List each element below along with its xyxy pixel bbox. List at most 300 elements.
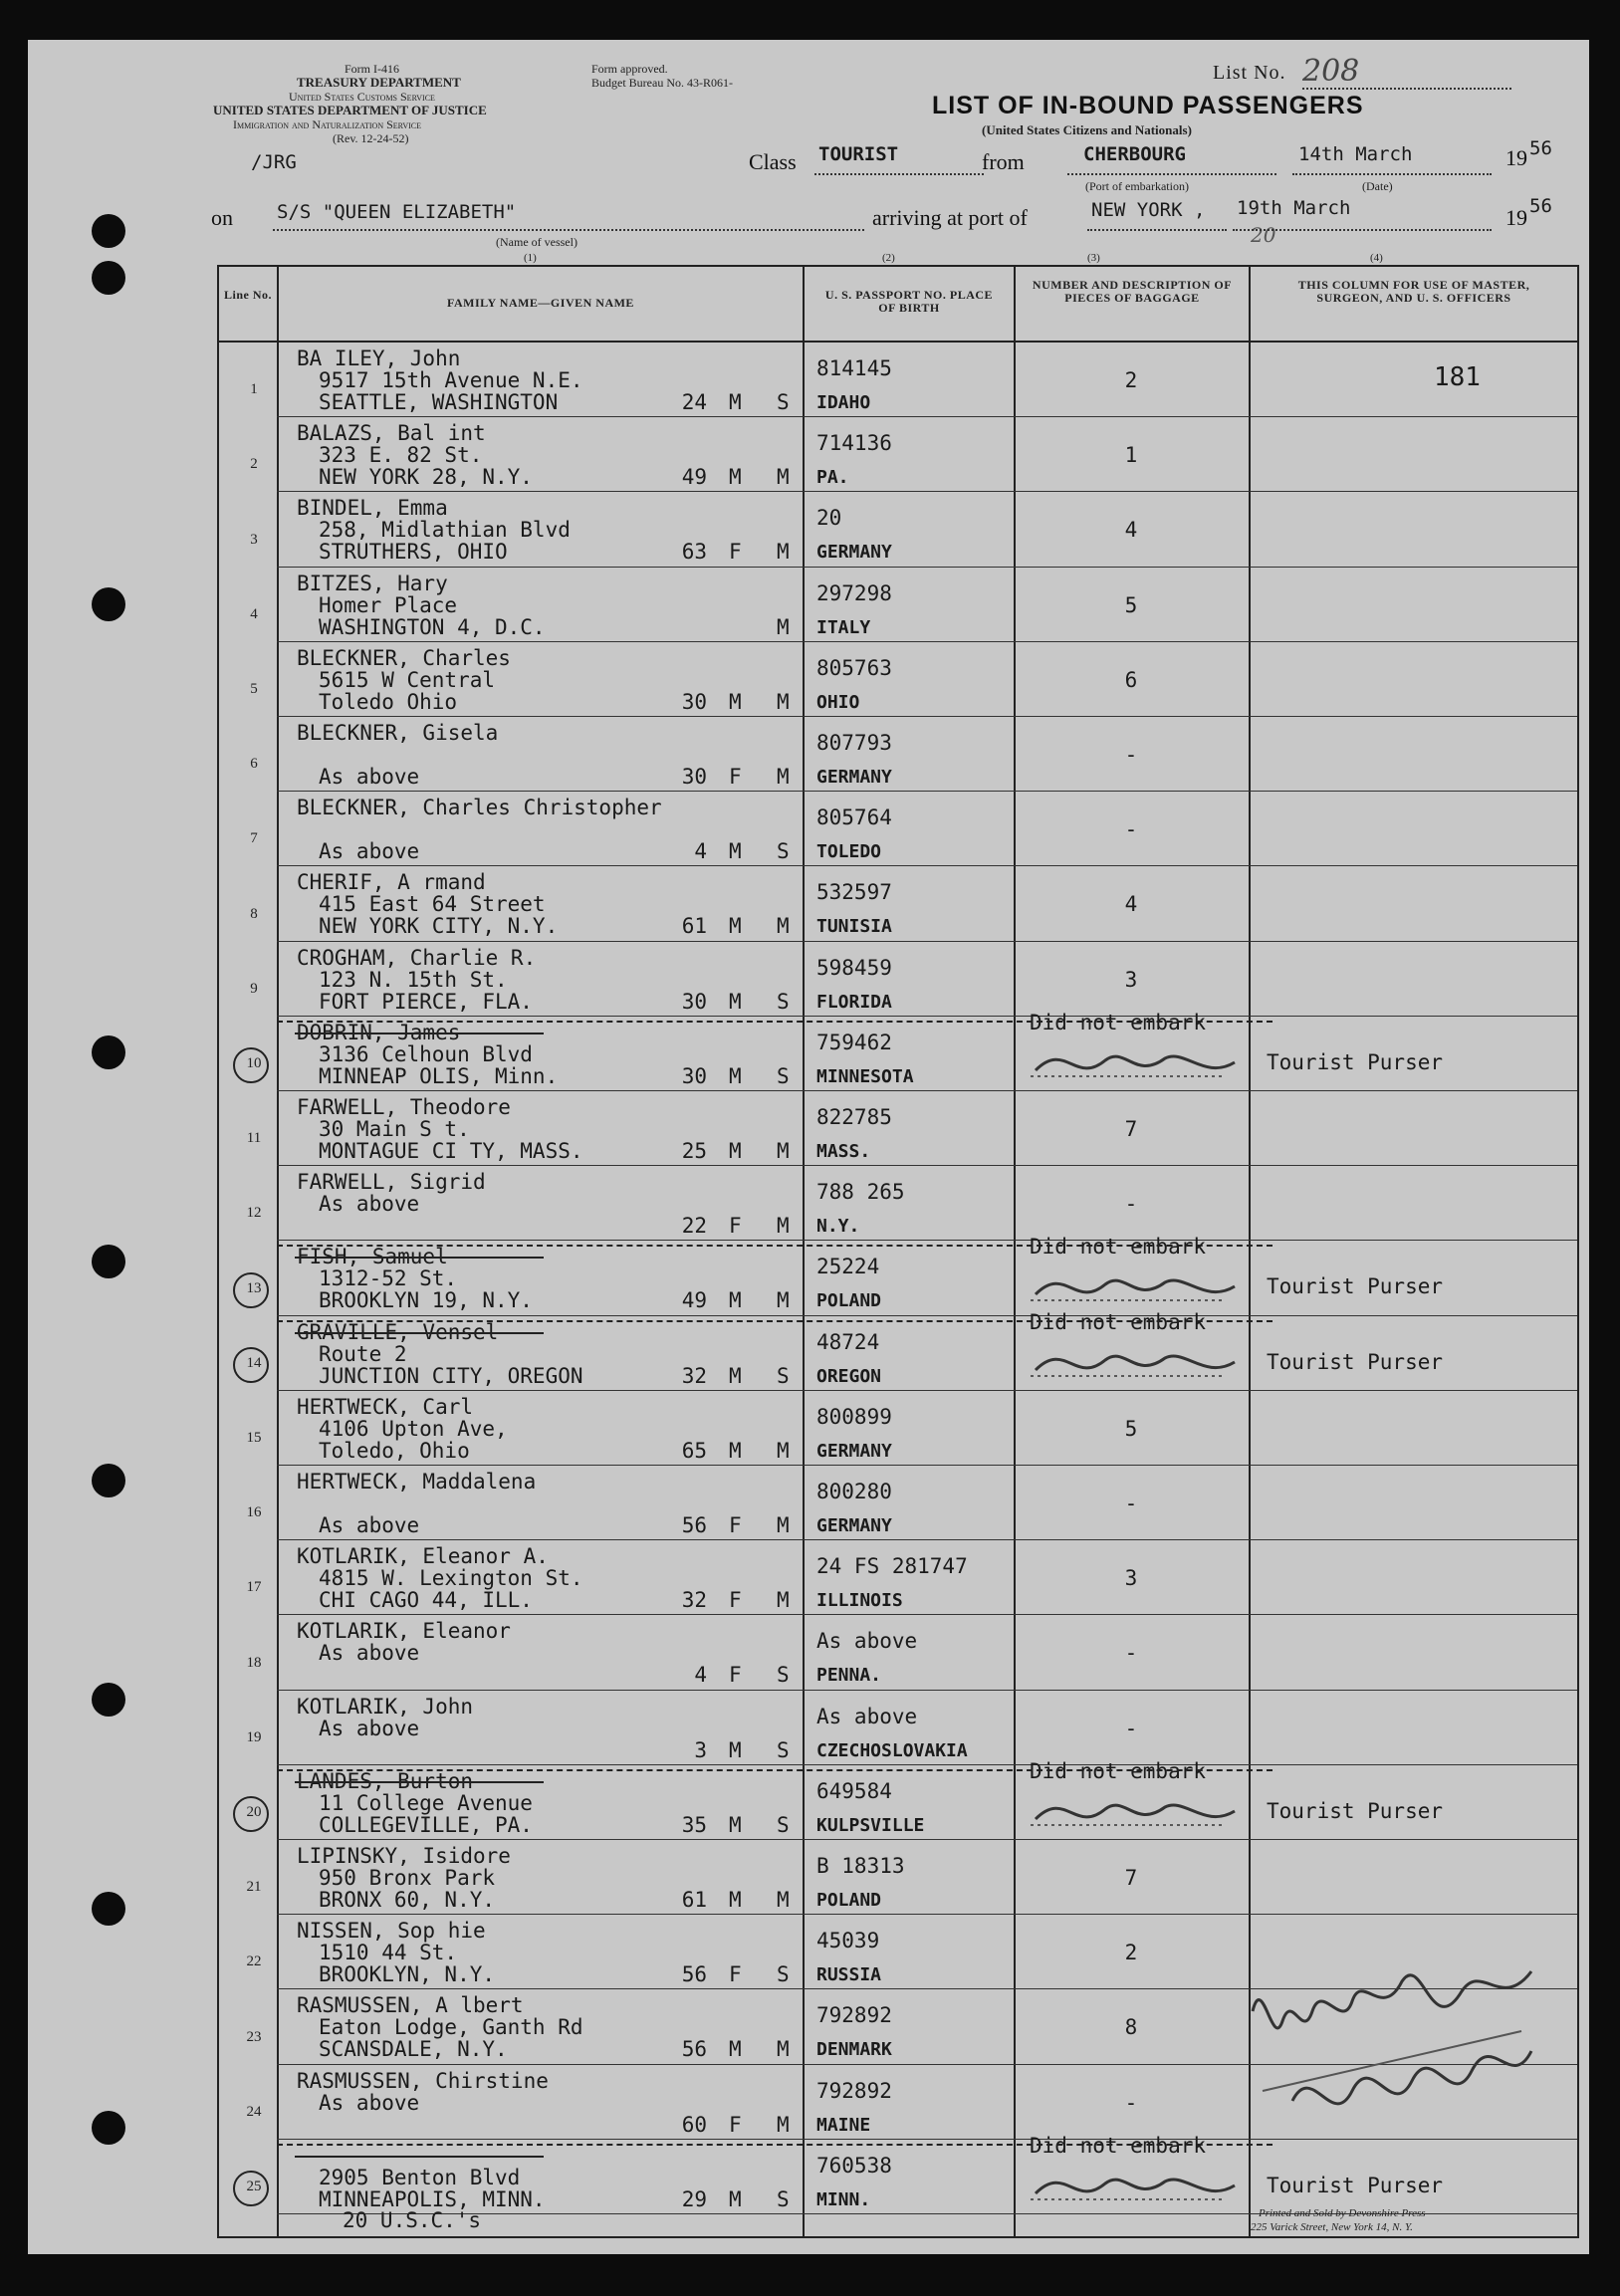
address-line-1: 123 N. 15th St.: [319, 967, 508, 992]
embark-note: Did not embark: [1030, 1235, 1207, 1260]
address-line-2: CHI CAGO 44, ILL.: [319, 1588, 533, 1613]
passenger-name: HERTWECK, Maddalena: [297, 1470, 537, 1493]
passenger-name: KOTLARIK, John: [297, 1694, 474, 1719]
place-of-birth: ILLINOIS: [816, 1590, 903, 1612]
place-of-birth: KULPSVILLE: [816, 1814, 925, 1836]
age: 61: [681, 914, 707, 939]
line-number: 15: [246, 1429, 262, 1446]
table-row: [219, 568, 1577, 642]
address-line-1: 9517 15th Avenue N.E.: [319, 368, 583, 392]
year-value: 56: [1529, 137, 1552, 159]
place-of-birth: MINNESOTA: [816, 1065, 914, 1087]
place-of-birth: N.Y.: [816, 1216, 860, 1238]
passenger-name: KOTLARIK, Eleanor A.: [297, 1544, 549, 1569]
from-label: from: [982, 149, 1025, 174]
embark-note: Did not embark: [1030, 1758, 1207, 1783]
name-strikethrough: [295, 1033, 544, 1034]
sex: M: [729, 1288, 742, 1313]
age: 32: [681, 1588, 707, 1613]
place-of-birth: OHIO: [816, 691, 860, 713]
purser-signature: [1026, 2164, 1245, 2213]
marital-status: M: [777, 1214, 790, 1239]
sex: M: [729, 465, 742, 490]
marital-status: S: [777, 1363, 790, 1388]
age: 35: [681, 1812, 707, 1837]
line-number: 3: [250, 531, 258, 548]
passport-number: 24 FS 281747: [816, 1554, 968, 1579]
col-num-2: (2): [882, 252, 895, 264]
address-line-2: Toledo, Ohio: [319, 1438, 470, 1463]
passport-number: 45039: [816, 1929, 880, 1953]
age: 25: [681, 1139, 707, 1163]
place-of-birth: TUNISIA: [816, 916, 892, 938]
port-embark-caption: (Port of embarkation): [1085, 179, 1189, 193]
address-line-1: 4815 W. Lexington St.: [319, 1566, 583, 1591]
form-number: Form I-416: [345, 62, 399, 76]
place-of-birth: OREGON: [816, 1365, 882, 1387]
line-number: 8: [250, 905, 258, 922]
table-row: [219, 417, 1577, 492]
binder-hole: [92, 587, 125, 621]
date-caption: (Date): [1362, 179, 1393, 193]
address-line-2: WASHINGTON 4, D.C.: [319, 614, 546, 639]
marital-status: M: [777, 1139, 790, 1163]
passport-number: 714136: [816, 431, 892, 456]
line-number: 25: [246, 2178, 262, 2194]
address-line-1: Eaton Lodge, Ganth Rd: [319, 2015, 583, 2040]
passport-number: 759462: [816, 1030, 892, 1054]
embark-note: Did not embark: [1030, 2133, 1207, 2158]
binder-hole: [92, 1464, 125, 1497]
address-line-2: As above: [319, 765, 420, 789]
place-of-birth: POLAND: [816, 1890, 882, 1911]
place-of-birth: DENMARK: [816, 2039, 892, 2061]
age: 22: [681, 1214, 707, 1239]
marital-status: M: [777, 465, 790, 490]
place-of-birth: MASS.: [816, 1141, 871, 1162]
purser-signature: [1026, 1264, 1245, 1314]
table-row: [219, 717, 1577, 792]
marital-status: M: [777, 1588, 790, 1613]
marital-status: S: [777, 989, 790, 1014]
address-line-1: As above: [319, 1192, 420, 1217]
age: 56: [681, 1962, 707, 1987]
marital-status: M: [777, 689, 790, 714]
marital-status: M: [777, 1438, 790, 1463]
page-subtitle: (United States Citizens and Nationals): [982, 122, 1192, 137]
place-of-birth: MAINE: [816, 2114, 871, 2136]
sex: M: [729, 1438, 742, 1463]
passenger-name: NISSEN, Sop hie: [297, 1919, 486, 1944]
line-number: 23: [246, 2028, 262, 2045]
sex: F: [729, 1588, 742, 1613]
table-row: [219, 1391, 1577, 1466]
baggage-count: -: [1124, 743, 1138, 767]
address-line-2: Toledo Ohio: [319, 689, 458, 714]
place-of-birth: MINN.: [816, 2188, 871, 2210]
place-of-birth: GERMANY: [816, 542, 892, 564]
age: 56: [681, 1513, 707, 1537]
place-of-birth: PA.: [816, 467, 849, 489]
passport-number: 760538: [816, 2153, 892, 2178]
arrival-port: NEW YORK ,: [1091, 199, 1206, 221]
sex: M: [729, 1812, 742, 1837]
passport-number: 598459: [816, 955, 892, 980]
initials: /JRG: [251, 151, 297, 173]
passenger-name: LANDES, Burton: [297, 1768, 474, 1793]
place-of-birth: GERMANY: [816, 767, 892, 788]
passenger-name: BLECKNER, Gisela: [297, 721, 499, 745]
cancel-dashed-line: [277, 1769, 1273, 1771]
marital-status: M: [777, 2112, 790, 2137]
purser-signature: [1026, 1340, 1245, 1390]
name-strikethrough: [295, 1781, 544, 1783]
sex: M: [729, 1363, 742, 1388]
baggage-count: 4: [1124, 518, 1138, 543]
purser-signature: [1026, 1040, 1245, 1090]
cancel-dashed-line: [277, 1320, 1273, 1322]
address-line-2: MINNEAPOLIS, MINN.: [319, 2186, 546, 2211]
marital-status: M: [777, 1513, 790, 1537]
passenger-name: BLECKNER, Charles: [297, 645, 511, 670]
passport-number: 532597: [816, 880, 892, 905]
place-of-birth: POLAND: [816, 1290, 882, 1312]
passenger-name: HERTWECK, Carl: [297, 1394, 474, 1419]
address-line-2: MONTAGUE CI TY, MASS.: [319, 1139, 583, 1163]
address-line-2: SCANSDALE, N.Y.: [319, 2037, 508, 2062]
age: 63: [681, 540, 707, 565]
place-of-birth: FLORIDA: [816, 991, 892, 1013]
line-number: 4: [250, 605, 258, 622]
form-approved: Form approved.: [591, 62, 668, 76]
sex: M: [729, 839, 742, 864]
line-number: 19: [246, 1728, 262, 1745]
address-line-1: 1510 44 St.: [319, 1941, 458, 1965]
passport-number: 800280: [816, 1480, 892, 1503]
passenger-name: LIPINSKY, Isidore: [297, 1844, 511, 1868]
age: 4: [694, 1663, 707, 1688]
table-row: [219, 1010, 1577, 1091]
sex: M: [729, 1063, 742, 1088]
binder-hole: [92, 261, 125, 295]
line-number: 7: [250, 830, 258, 847]
address-line-2: As above: [319, 839, 420, 864]
officer-note: Tourist Purser: [1267, 1349, 1444, 1374]
class-value: TOURIST: [818, 143, 899, 165]
marital-status: S: [777, 2186, 790, 2211]
name-strikethrough: [295, 2156, 544, 2158]
list-no-label: List No.: [1213, 62, 1286, 84]
officer-note: Tourist Purser: [1267, 2173, 1444, 2197]
arriving-label: arriving at port of: [872, 205, 1028, 230]
line-number: 1: [250, 381, 258, 398]
baggage-count: 7: [1124, 1866, 1138, 1890]
class-label: Class: [749, 149, 797, 174]
address-line-1: 11 College Avenue: [319, 1790, 533, 1815]
year-prefix: 19: [1505, 145, 1527, 170]
header-baggage: NUMBER AND DESCRIPTION OF PIECES OF BAGGAGE: [1032, 278, 1233, 305]
address-line-1: 30 Main S t.: [319, 1117, 470, 1141]
table-row: [219, 792, 1577, 866]
page-title: LIST OF IN-BOUND PASSENGERS: [932, 92, 1364, 119]
baggage-count: -: [1124, 1716, 1138, 1740]
list-no-value: 208: [1302, 54, 1360, 89]
marital-status: S: [777, 1063, 790, 1088]
arrival-year: 56: [1529, 195, 1552, 217]
address-line-1: 258, Midlathian Blvd: [319, 518, 571, 543]
baggage-count: 3: [1124, 967, 1138, 992]
age: 30: [681, 765, 707, 789]
address-line-2: SEATTLE, WASHINGTON: [319, 390, 559, 414]
passport-number: 297298: [816, 580, 892, 605]
passport-number: 20: [816, 506, 842, 531]
baggage-count: 6: [1124, 667, 1138, 692]
place-of-birth: ITALY: [816, 616, 871, 638]
passport-number: 788 265: [816, 1180, 905, 1205]
age: 60: [681, 2112, 707, 2137]
table-row: [219, 942, 1577, 1017]
address-line-1: Homer Place: [319, 592, 458, 617]
address-line-2: BROOKLYN 19, N.Y.: [319, 1288, 533, 1313]
passport-number: As above: [816, 1704, 918, 1728]
line-number: 21: [246, 1879, 262, 1896]
age: 30: [681, 989, 707, 1014]
baggage-count: 1: [1124, 443, 1138, 468]
budget-bureau: Budget Bureau No. 43-R061-: [591, 76, 733, 90]
address-line-1: 3136 Celhoun Blvd: [319, 1041, 533, 1066]
baggage-count: 3: [1124, 1566, 1138, 1591]
age: 4: [694, 839, 707, 864]
dept-justice: UNITED STATES DEPARTMENT OF JUSTICE: [213, 103, 487, 117]
class-underline: [814, 173, 984, 175]
address-line-2: As above: [319, 1513, 420, 1537]
address-line-1: 2905 Benton Blvd: [319, 2165, 521, 2189]
baggage-count: -: [1124, 1492, 1138, 1515]
table-row: [219, 1235, 1577, 1315]
line-number: 24: [246, 2103, 262, 2120]
printer-line-2: 225 Varick Street, New York 14, N. Y.: [1251, 2221, 1413, 2233]
col-num-4: (4): [1370, 252, 1383, 264]
marital-status: M: [777, 2037, 790, 2062]
age: 3: [694, 1737, 707, 1762]
age: 65: [681, 1438, 707, 1463]
baggage-count: 5: [1124, 1416, 1138, 1441]
marital-status: S: [777, 1663, 790, 1688]
sex: F: [729, 1513, 742, 1537]
sex: M: [729, 1737, 742, 1762]
form-revision: (Rev. 12-24-52): [333, 131, 409, 145]
sex: M: [729, 390, 742, 414]
line-number: 2: [250, 456, 258, 473]
line-number: 10: [246, 1054, 262, 1071]
baggage-count: 7: [1124, 1117, 1138, 1141]
passport-number: 805763: [816, 655, 892, 680]
list-no-underline: [1302, 88, 1511, 90]
passenger-name: BA ILEY, John: [297, 346, 461, 370]
address-line-1: 950 Bronx Park: [319, 1866, 496, 1890]
passport-number: 807793: [816, 731, 892, 755]
arrival-year-prefix: 19: [1505, 205, 1527, 230]
age: 29: [681, 2186, 707, 2211]
table-row: [219, 1466, 1577, 1540]
name-strikethrough: [295, 1332, 544, 1334]
passenger-name: CROGHAM, Charlie R.: [297, 945, 537, 970]
address-line-1: As above: [319, 1641, 420, 1666]
cancel-dashed-line: [277, 1245, 1273, 1247]
vessel-underline: [273, 229, 864, 231]
sex: F: [729, 540, 742, 565]
from-value: CHERBOURG: [1083, 143, 1186, 165]
marital-status: M: [777, 540, 790, 565]
embark-note: Did not embark: [1030, 1010, 1207, 1034]
vessel-caption: (Name of vessel): [496, 235, 578, 249]
arrival-date-underline: [1233, 229, 1492, 231]
address-line-1: 415 East 64 Street: [319, 892, 546, 917]
sex: M: [729, 1139, 742, 1163]
line-number: 18: [246, 1654, 262, 1671]
vessel-name: S/S "QUEEN ELIZABETH": [277, 201, 517, 223]
ins-service: Immigration and Naturalization Service: [233, 117, 422, 131]
embark-note: Did not embark: [1030, 1309, 1207, 1334]
binder-hole: [92, 1683, 125, 1717]
address-line-2: COLLEGEVILLE, PA.: [319, 1812, 533, 1837]
age: 30: [681, 1063, 707, 1088]
marital-status: S: [777, 1737, 790, 1762]
address-line-2: STRUTHERS, OHIO: [319, 540, 508, 565]
baggage-count: -: [1124, 817, 1138, 842]
address-line-2: JUNCTION CITY, OREGON: [319, 1363, 583, 1388]
sex: M: [729, 2037, 742, 2062]
officer-note: Tourist Purser: [1267, 1049, 1444, 1074]
table-row: [219, 1091, 1577, 1166]
table-row: [219, 1840, 1577, 1915]
binder-hole: [92, 214, 125, 248]
baggage-count: 2: [1124, 368, 1138, 392]
table-row: [219, 1615, 1577, 1690]
address-line-1: As above: [319, 2090, 420, 2115]
col-num-1: (1): [524, 252, 537, 264]
uscs-note: 20 U.S.C.'s: [343, 2208, 482, 2232]
place-of-birth: IDAHO: [816, 392, 871, 413]
age: 30: [681, 689, 707, 714]
passenger-name: BLECKNER, Charles Christopher: [297, 796, 662, 820]
address-line-2: BRONX 60, N.Y.: [319, 1888, 496, 1912]
passenger-name: KOTLARIK, Eleanor: [297, 1619, 511, 1644]
place-of-birth: GERMANY: [816, 1515, 892, 1536]
passport-number: 48724: [816, 1329, 880, 1354]
age: 49: [681, 465, 707, 490]
passenger-name: DOBRIN, James: [297, 1020, 461, 1044]
baggage-count: -: [1124, 1641, 1138, 1666]
binder-hole: [92, 1035, 125, 1069]
sex: F: [729, 1214, 742, 1239]
table-row: [219, 642, 1577, 717]
sex: F: [729, 2112, 742, 2137]
address-line-2: NEW YORK CITY, N.Y.: [319, 914, 559, 939]
passport-number: 792892: [816, 2003, 892, 2028]
sex: F: [729, 1663, 742, 1688]
place-of-birth: CZECHOSLOVAKIA: [816, 1739, 968, 1761]
baggage-count: -: [1124, 1192, 1138, 1217]
header-name: FAMILY NAME—GIVEN NAME: [447, 296, 634, 310]
place-of-birth: RUSSIA: [816, 1964, 882, 1986]
age: 61: [681, 1888, 707, 1912]
cancel-dashed-line: [277, 2144, 1273, 2146]
baggage-count: 2: [1124, 1941, 1138, 1965]
table-row: [219, 1540, 1577, 1615]
passport-number: 25224: [816, 1255, 880, 1279]
officer-note: Tourist Purser: [1267, 1274, 1444, 1299]
passenger-name: BITZES, Hary: [297, 571, 448, 595]
passenger-name: RASMUSSEN, A lbert: [297, 1993, 524, 2018]
binder-hole: [92, 1245, 125, 1278]
passenger-name: RASMUSSEN, Chirstine: [297, 2068, 549, 2093]
departure-date: 14th March: [1298, 143, 1413, 165]
passport-number: 805764: [816, 805, 892, 830]
arrival-date: 19th March: [1237, 197, 1351, 219]
marital-status: S: [777, 839, 790, 864]
passport-number: 649584: [816, 1778, 892, 1803]
marital-status: M: [777, 914, 790, 939]
line-number: 11: [246, 1130, 262, 1147]
place-of-birth: TOLEDO: [816, 841, 882, 863]
age: 32: [681, 1363, 707, 1388]
line-number: 9: [250, 980, 258, 997]
marital-status: S: [777, 390, 790, 414]
table-row: [219, 1166, 1577, 1241]
line-number: 17: [246, 1579, 262, 1596]
passenger-name: FARWELL, Theodore: [297, 1095, 511, 1119]
passport-number: 822785: [816, 1105, 892, 1129]
passport-number: As above: [816, 1629, 918, 1654]
table-row: [219, 343, 1577, 417]
place-of-birth: GERMANY: [816, 1440, 892, 1462]
line-number: 20: [246, 1803, 262, 1820]
address-line-1: 1312-52 St.: [319, 1266, 458, 1291]
sex: F: [729, 765, 742, 789]
age: 49: [681, 1288, 707, 1313]
table-row: [219, 492, 1577, 567]
marital-status: S: [777, 1962, 790, 1987]
passport-number: 814145: [816, 356, 892, 380]
marital-status: M: [777, 614, 790, 639]
printer-line-1: Printed and Sold by Devonshire Press: [1259, 2207, 1426, 2219]
baggage-count: 8: [1124, 2015, 1138, 2040]
address-line-2: MINNEAP OLIS, Minn.: [319, 1063, 559, 1088]
address-line-2: NEW YORK 28, N.Y.: [319, 465, 533, 490]
arrival-port-underline: [1087, 229, 1227, 231]
cancel-dashed-line: [277, 1021, 1273, 1023]
sex: F: [729, 1962, 742, 1987]
binder-hole: [92, 1892, 125, 1926]
passenger-table: [217, 265, 1579, 2238]
line-number: 12: [246, 1205, 262, 1222]
sex: M: [729, 989, 742, 1014]
place-of-birth: PENNA.: [816, 1665, 882, 1687]
passenger-name: CHERIF, A rmand: [297, 870, 486, 895]
sex: M: [729, 914, 742, 939]
from-underline: [1067, 173, 1276, 175]
passenger-name: FARWELL, Sigrid: [297, 1170, 486, 1195]
baggage-count: 5: [1124, 592, 1138, 617]
passport-number: B 18313: [816, 1854, 905, 1878]
baggage-count: 4: [1124, 892, 1138, 917]
marital-status: M: [777, 765, 790, 789]
header-officers: THIS COLUMN FOR USE OF MASTER, SURGEON, AND U. S. OFFICERS: [1297, 278, 1530, 305]
date-underline: [1292, 173, 1492, 175]
manifest-sheet: [28, 40, 1589, 2254]
table-row: [219, 866, 1577, 941]
